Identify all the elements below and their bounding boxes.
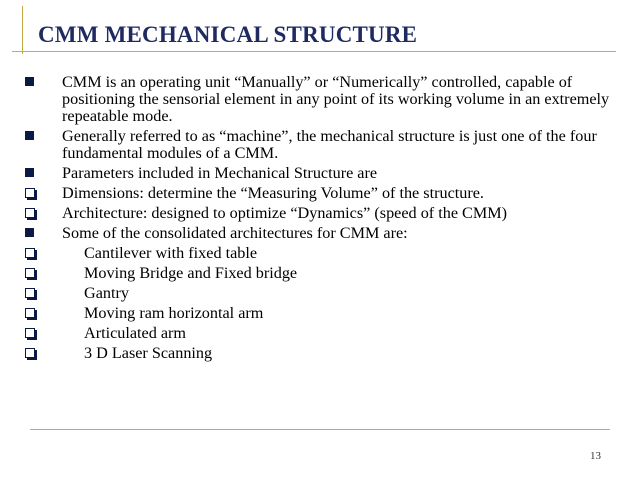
left-vertical-rule [22,6,23,54]
list-item-text: Moving ram horizontal arm [84,304,264,322]
list-item-text: Gantry [84,284,129,302]
title-divider [12,51,616,52]
list-item-text: Some of the consolidated architectures for CMM are: [62,224,408,242]
list-item [24,265,614,282]
list-item [24,165,614,182]
list-item [24,325,614,342]
list-item [24,345,614,362]
checkbox-bullet-icon [25,348,35,358]
slide-title: CMM MECHANICAL STRUCTURE [38,22,418,47]
footer-divider [30,429,610,430]
list-item-text: Parameters included in Mechanical Structure are [62,164,378,182]
list-item-text: Moving Bridge and Fixed bridge [84,264,298,282]
list-item-text: Dimensions: determine the “Measuring Volume” of the structure. [62,184,484,202]
checkbox-bullet-icon [25,208,35,218]
checkbox-bullet-icon [25,268,35,278]
square-bullet-icon [25,168,34,177]
square-bullet-icon [25,131,34,140]
list-item [24,185,614,202]
list-item [24,225,614,242]
list-item [24,74,614,125]
checkbox-bullet-icon [25,328,35,338]
checkbox-bullet-icon [25,248,35,258]
list-item [24,245,614,262]
list-item-text: Architecture: designed to optimize “Dynamics” (speed of the CMM) [62,204,508,222]
list-item [24,305,614,322]
list-item-text: 3 D Laser Scanning [84,344,213,362]
list-item-text: CMM is an operating unit “Manually” or “Numerically” controlled, capable of positioning the sensorial element in any point of its working volume in an extremely repeatable mode. [62,73,610,125]
page-number: 13 [590,450,601,462]
checkbox-bullet-icon [25,308,35,318]
list-item [24,128,614,162]
list-item-text: Articulated arm [84,324,187,342]
list-item-text: Cantilever with fixed table [84,244,258,262]
checkbox-bullet-icon [25,288,35,298]
list-item [24,205,614,222]
list-item-text: Generally referred to as “machine”, the mechanical structure is just one of the four fundamental modules of a CMM. [62,127,597,162]
square-bullet-icon [25,77,34,86]
checkbox-bullet-icon [25,188,35,198]
square-bullet-icon [25,228,34,237]
bullet-list [24,74,614,365]
list-item [24,285,614,302]
